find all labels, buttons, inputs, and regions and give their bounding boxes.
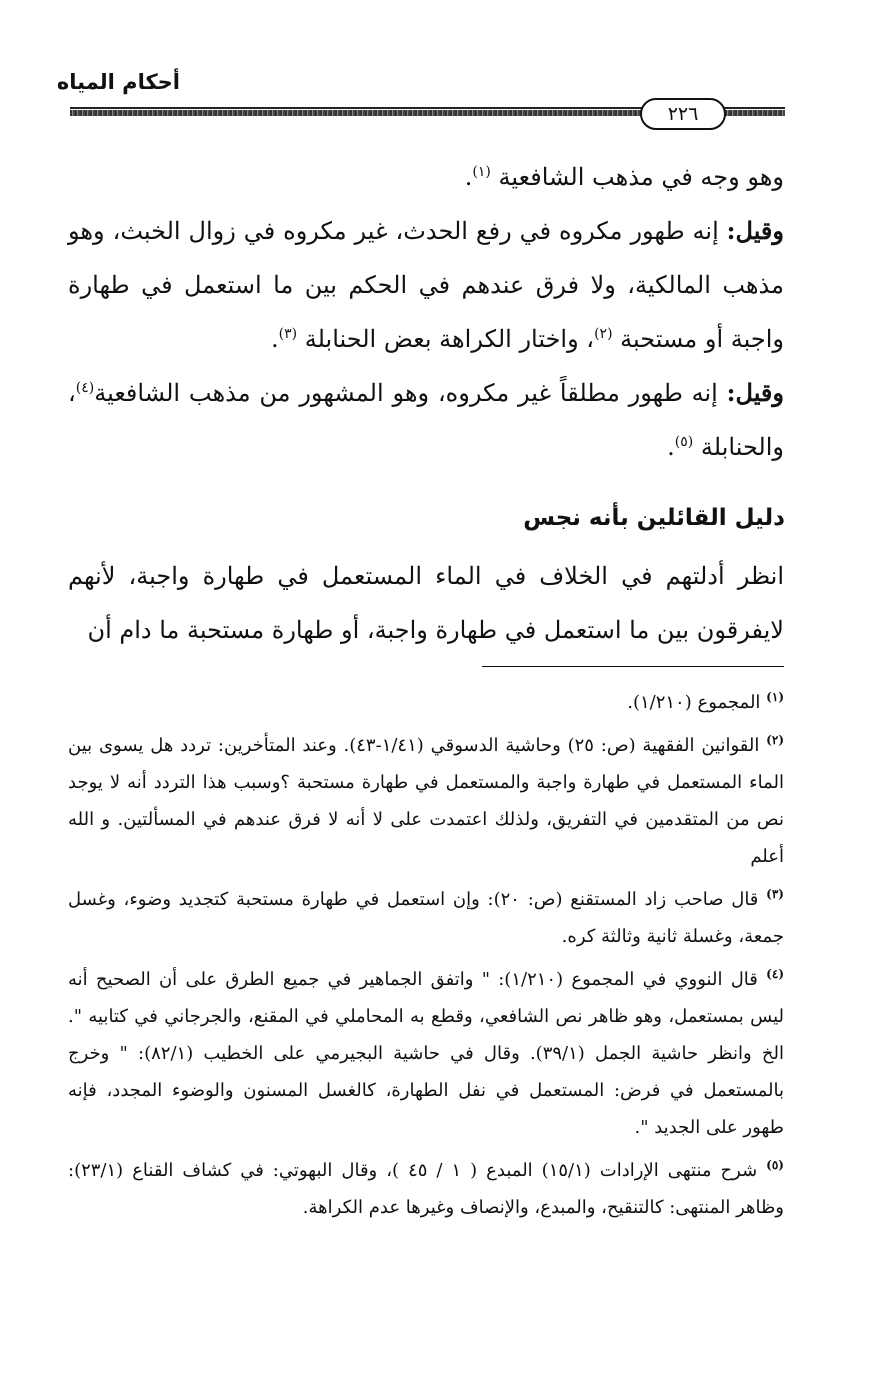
paragraph-tail: . bbox=[464, 163, 473, 191]
footnote-ref: (٣) bbox=[278, 326, 298, 342]
section-heading: دليل القائلين بأنه نجس bbox=[523, 505, 785, 531]
footnote-number: (٥) bbox=[766, 1158, 784, 1172]
footnote-4 bbox=[68, 961, 784, 1146]
paragraph-lead: وقيل: bbox=[726, 216, 784, 245]
footnote-ref: (١) bbox=[472, 164, 491, 180]
footnote-separator bbox=[482, 666, 784, 667]
footnote-number: (١) bbox=[766, 690, 784, 704]
paragraph-1 bbox=[68, 150, 784, 204]
paragraph-text: وهو وجه في مذهب الشافعية bbox=[498, 163, 784, 191]
paragraph-tail: . bbox=[667, 433, 675, 461]
footnote-2 bbox=[68, 727, 784, 875]
footnote-ref: (٥) bbox=[674, 434, 694, 450]
page-number: ٢٢٦ bbox=[640, 98, 726, 130]
paragraph-3 bbox=[68, 366, 784, 474]
footnote-text: شرح منتهى الإرادات (١٥/١) المبدع ( ١ / ٤٥ )، وقال البهوتي: في كشاف القناع (٢٣/١): وظاهر المنتهى: كالتنقيح، والمبدع، والإنصاف وغيرها عدم الكراهة. bbox=[68, 1160, 784, 1218]
paragraph-text: إنه طهور مطلقاً غير مكروه، وهو المشهور من مذهب الشافعية bbox=[94, 379, 727, 407]
footnote-ref: (٢) bbox=[594, 326, 613, 342]
main-text bbox=[68, 150, 784, 474]
section-text bbox=[68, 549, 784, 657]
paragraph-tail: . bbox=[270, 325, 279, 353]
footnote-text: المجموع (١/٢١٠). bbox=[627, 692, 761, 713]
paragraph-lead: وقيل: bbox=[726, 378, 784, 407]
section-paragraph: انظر أدلتهم في الخلاف في الماء المستعمل في طهارة واجبة، لأنهم لايفرقون بين ما استعمل في طهارة واجبة، أو طهارة مستحبة ما دام أن bbox=[68, 562, 784, 644]
footnotes bbox=[68, 684, 784, 1232]
footnote-number: (٢) bbox=[766, 733, 784, 747]
paragraph-text: إنه طهور مكروه في رفع الحدث، غير مكروه في زوال الخبث، وهو مذهب المالكية، ولا فرق عندهم في الحكم بين ما استعمل في طهارة واجبة أو مستحبة bbox=[68, 217, 784, 353]
footnote-number: (٣) bbox=[766, 887, 784, 901]
footnote-text: قال النووي في المجموع (١/٢١٠): " واتفق الجماهير في جميع الطرق على أن الصحيح أنه ليس بمستعمل، وهو ظاهر نص الشافعي، وقطع به المحاملي في المقنع، والجرجاني في كتابيه ". الخ وانظر حاشية الجمل (٣٩/١). وقال في حاشية البجيرمي على الخطيب (٨٢/١): " وخرج بالمستعمل في فرض: المستعمل في نفل الطهارة، كالغسل المسنون والوضوء المجدد، فإنه طهور على الجديد ". bbox=[68, 969, 784, 1138]
footnote-ref: (٤) bbox=[75, 380, 95, 396]
paragraph-text-2: ، واختار الكراهة بعض الحنابلة bbox=[304, 325, 595, 353]
footnote-number: (٤) bbox=[766, 967, 784, 981]
footnote-5 bbox=[68, 1152, 784, 1226]
running-title: أحكام المياه bbox=[56, 70, 180, 94]
footnote-1 bbox=[68, 684, 784, 721]
footnote-text: القوانين الفقهية (ص: ٢٥) وحاشية الدسوقي (١/٤١-٤٣). وعند المتأخرين: تردد هل يسوى بين الماء المستعمل في طهارة واجبة والمستعمل في طهارة مستحبة ؟وسبب هذا التردد أنه لا يوجد نص من المتقدمين في التفريق، ولذلك اعتمدت على لا أنه لا فرق عندهم في المسألتين. و الله أعلم bbox=[68, 735, 784, 867]
footnote-text: قال صاحب زاد المستقنع (ص: ٢٠): وإن استعمل في طهارة مستحبة كتجديد وضوء، وغسل جمعة، وغسلة ثانية وثالثة كره. bbox=[68, 889, 784, 947]
footnote-3 bbox=[68, 881, 784, 955]
paragraph-text-2: ، والحنابلة bbox=[68, 379, 784, 461]
paragraph-2 bbox=[68, 204, 784, 366]
